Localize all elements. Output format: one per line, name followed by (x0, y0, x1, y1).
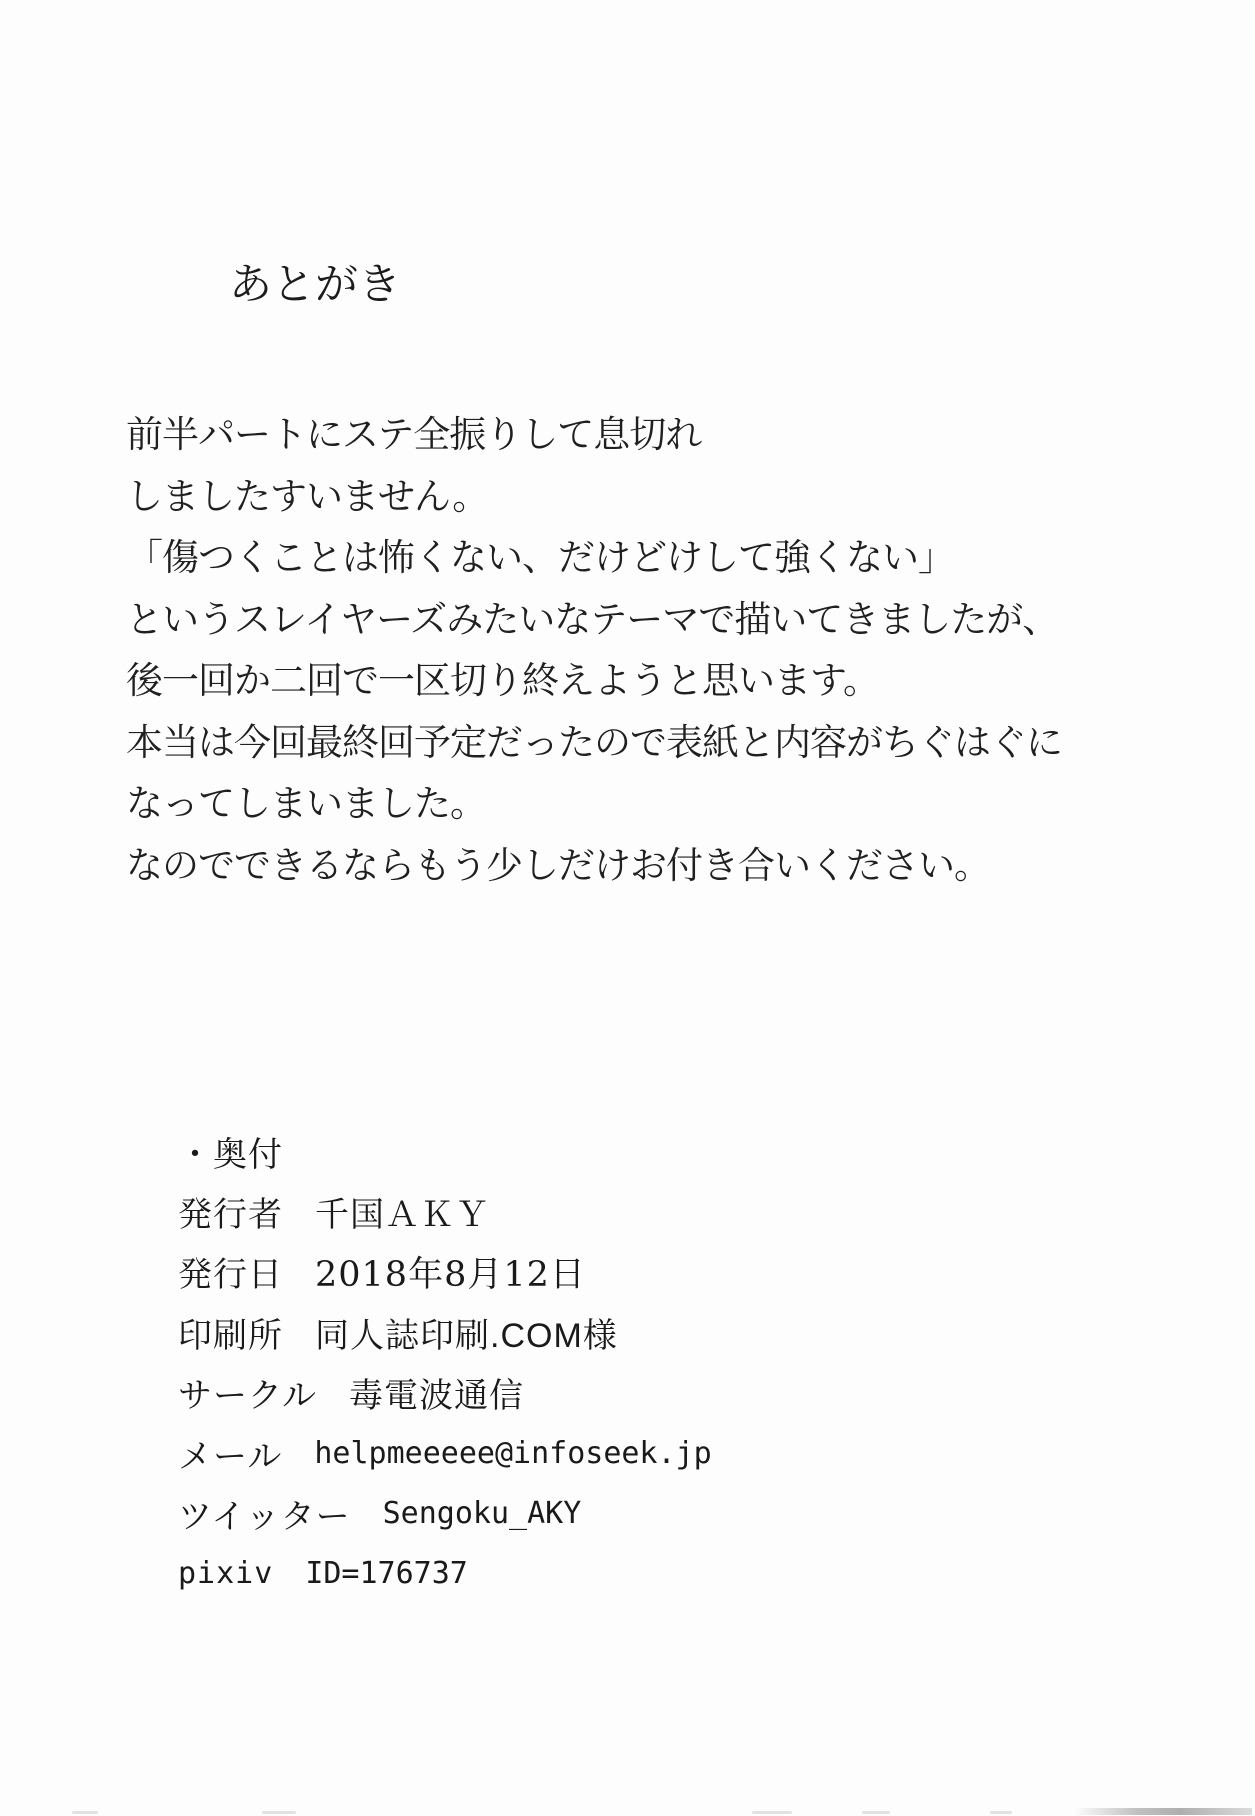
colophon-row-publisher (178, 1181, 712, 1241)
body-line: しましたすいません。 (126, 474, 489, 518)
colophon-label-circle: サークル (178, 1377, 317, 1416)
colophon-row-twitter (178, 1483, 712, 1543)
colophon-label-publish-date: 発行日 (178, 1256, 283, 1295)
body-line: というスレイヤーズみたいなテーマで描いてきましたが、 (126, 597, 1059, 641)
colophon-row-circle (178, 1363, 712, 1423)
colophon-row-printer (178, 1302, 712, 1362)
scan-artifact (752, 1811, 792, 1814)
body-line: 「傷つくことは怖くない、だけどけして強くない」 (126, 536, 954, 579)
colophon-heading: ・奥付 (178, 1135, 283, 1174)
colophon-value-publish-date: 2018年8月12日 (315, 1254, 586, 1295)
colophon-value-circle: 毒電波通信 (348, 1377, 524, 1416)
body-line: 後一回か二回で一区切り終えようと思います。 (126, 659, 880, 702)
colophon-label-pixiv: pixiv (178, 1556, 274, 1592)
body-line: なのでできるならもう少しだけお付き合いください。 (126, 843, 990, 887)
body-line: なってしまいました。 (126, 782, 486, 825)
colophon-label-twitter: ツイッター (178, 1498, 351, 1537)
body-line: 本当は今回最終回予定だったので表紙と内容がちぐはぐに (126, 720, 1062, 764)
colophon-value-email: helpmeeeee@infoseek.jp (314, 1435, 712, 1471)
page-title: あとがき (229, 260, 401, 310)
colophon (178, 1121, 712, 1604)
colophon-label-printer: 印刷所 (178, 1316, 283, 1355)
scan-artifact (862, 1811, 890, 1814)
scan-artifact (72, 1811, 98, 1814)
colophon-value-printer: 同人誌印刷.COM様 (315, 1316, 618, 1355)
colophon-label-email: メール (178, 1437, 283, 1476)
colophon-value-twitter: Sengoku_AKY (382, 1496, 582, 1532)
colophon-row-pixiv (178, 1544, 712, 1604)
colophon-label-publisher: 発行者 (178, 1196, 283, 1235)
body-line: 前半パートにステ全振りして息切れ (126, 413, 702, 456)
scan-artifact (262, 1811, 296, 1814)
afterword-body (126, 404, 1186, 896)
colophon-row-publish-date (178, 1242, 712, 1302)
scan-artifact (990, 1811, 1012, 1814)
colophon-value-publisher: 千国ＡＫＹ (315, 1196, 490, 1235)
colophon-value-pixiv: ID=176737 (305, 1556, 468, 1592)
colophon-row-email (178, 1423, 712, 1483)
scan-artifact (1074, 1808, 1252, 1815)
